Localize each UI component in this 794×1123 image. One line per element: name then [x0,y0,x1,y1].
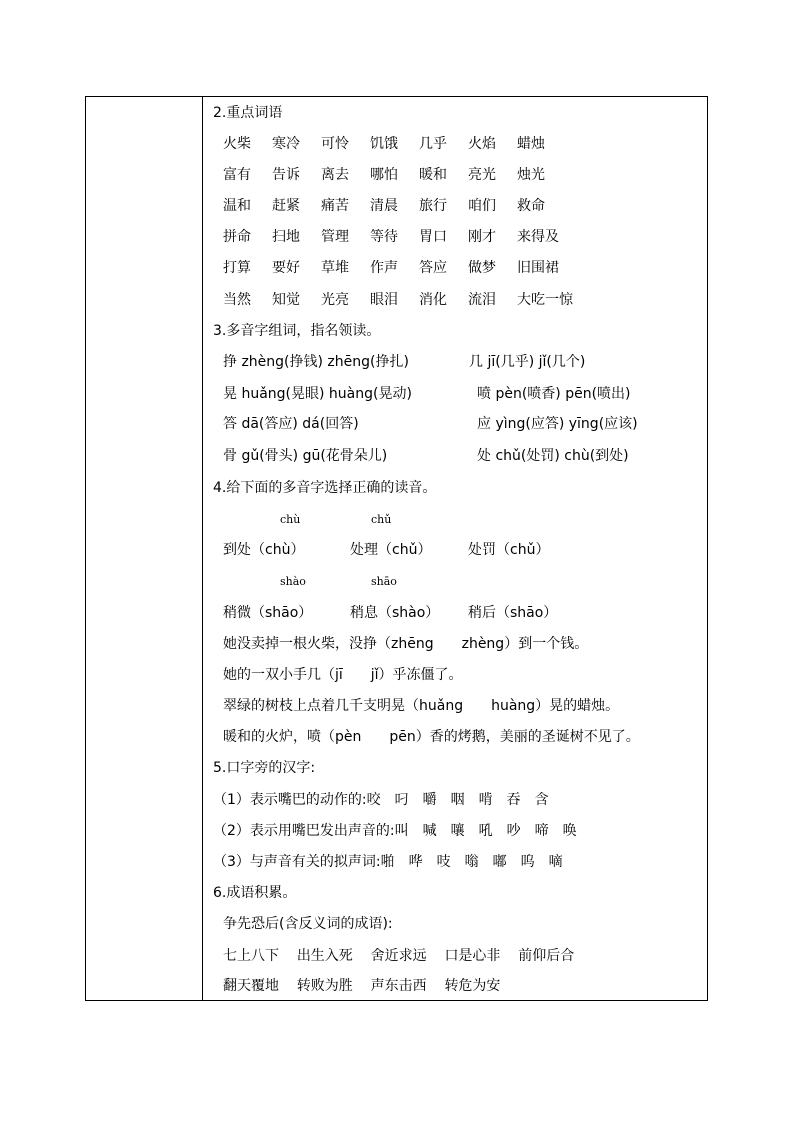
idiom-row [223,947,574,965]
polyphone-right: 应 yìng(应答) yīng(应该) [477,416,638,432]
key-word: 亮光 [468,167,496,183]
radical-row: （3）与声音有关的拟声词:啪 哗 吱 嗡 嘟 呜 嘀 [213,854,563,870]
key-word: 答应 [419,260,447,276]
idiom: 七上八下 [223,948,279,964]
key-word: 哪怕 [370,167,398,183]
key-word: 打算 [223,260,251,276]
idiom: 出生入死 [296,948,353,964]
key-word: 暖和 [419,167,447,183]
polyphone-left: 答 dā(答应) dá(回答) [223,416,359,432]
key-word: 来得及 [517,229,559,245]
idiom: 翻天覆地 [223,978,279,994]
word-row [223,259,566,277]
section-2-heading: 2.重点词语 [213,105,283,121]
key-word: 寒冷 [272,136,300,152]
key-word: 眼泪 [370,292,398,308]
key-word: 拼命 [223,229,251,245]
key-word: 作声 [370,260,398,276]
polyphone-row [223,415,359,433]
practice-sentence: 她的一双小手几（jī jǐ）乎冻僵了。 [223,667,463,683]
polyphone-right: 喷 pèn(喷香) pēn(喷出) [477,386,631,402]
polyphone-row [477,415,638,433]
key-word: 旅行 [419,198,447,214]
word-row [223,135,566,153]
word-row [223,166,566,184]
polyphone-row [223,447,387,465]
choice-word: 稍后（shāo） [468,605,558,621]
key-word: 温和 [223,198,251,214]
word-row [223,197,566,215]
column-divider [202,97,203,1000]
polyphone-row [469,353,585,371]
key-word: 要好 [272,260,300,276]
word-row [223,291,573,309]
section-6-heading: 6.成语积累。 [213,885,297,901]
word-row [223,228,566,246]
key-word: 草堆 [321,260,349,276]
key-word: 富有 [223,167,251,183]
polyphone-left: 骨 gǔ(骨头) gū(花骨朵儿) [223,448,388,464]
idiom: 转危为安 [444,978,501,994]
key-word: 知觉 [272,292,300,308]
pinyin-option: shāo [371,575,397,588]
key-word: 胃口 [419,229,447,245]
idiom: 转败为胜 [296,978,353,994]
key-word: 离去 [321,167,349,183]
pinyin-option: shào [280,575,306,588]
polyphone-row [223,353,409,371]
polyphone-left: 晃 huǎng(晃眼) huàng(晃动) [223,386,412,402]
choice-word: 处罚（chǔ） [468,542,550,558]
pinyin-option: chù [280,513,301,526]
idiom-row [223,977,500,995]
key-word: 管理 [321,229,349,245]
key-word: 可怜 [321,136,349,152]
choice-word: 稍微（shāo） [223,605,313,621]
polyphone-row [223,385,412,403]
key-word: 咱们 [468,198,496,214]
section-4-heading: 4.给下面的多音字选择正确的读音。 [213,480,437,496]
section-3-heading: 3.多音字组词，指名领读。 [213,323,381,339]
key-word: 火焰 [468,136,496,152]
key-word: 几乎 [419,136,447,152]
key-word: 痛苦 [321,198,349,214]
key-word: 赶紧 [272,198,300,214]
practice-sentence: 暖和的火炉，喷（pèn pēn）香的烤鹅，美丽的圣诞树不见了。 [223,729,640,745]
polyphone-left: 挣 zhèng(挣钱) zhēng(挣扎) [223,354,409,370]
key-word: 扫地 [272,229,300,245]
key-word: 做梦 [468,260,496,276]
key-word: 烛光 [517,167,545,183]
practice-sentence: 翠绿的树枝上点着几千支明晃（huǎng huàng）晃的蜡烛。 [223,698,620,714]
key-word: 清晨 [370,198,398,214]
key-word: 等待 [370,229,398,245]
key-word: 当然 [223,292,251,308]
key-word: 蜡烛 [517,136,545,152]
radical-row: （1）表示嘴巴的动作的:咬 叼 嚼 咽 啃 吞 含 [213,792,549,808]
idiom: 舍近求远 [370,948,427,964]
radical-row: （2）表示用嘴巴发出声音的:叫 喊 嚷 吼 吵 啼 唤 [213,823,577,839]
key-word: 火柴 [223,136,251,152]
polyphone-row [477,385,631,403]
idiom: 前仰后合 [518,948,575,964]
key-word: 饥饿 [370,136,398,152]
practice-sentence: 她没卖掉一根火柴，没挣（zhēng zhèng）到一个钱。 [223,636,589,652]
key-word: 流泪 [468,292,496,308]
idiom: 口是心非 [444,948,501,964]
key-word: 刚才 [468,229,496,245]
lesson-table [85,96,708,1001]
key-word: 大吃一惊 [517,292,573,308]
key-word: 告诉 [272,167,300,183]
choice-word: 稍息（shào） [350,605,440,621]
choice-word: 到处（chù） [223,542,305,558]
section-5-heading: 5.口字旁的汉字: [213,760,316,776]
polyphone-right: 处 chǔ(处罚) chù(到处) [477,448,629,464]
key-word: 消化 [419,292,447,308]
polyphone-right: 几 jī(几乎) jǐ(几个) [469,354,586,370]
key-word: 光亮 [321,292,349,308]
choice-word: 处理（chǔ） [350,542,432,558]
idiom: 声东击西 [370,978,427,994]
idiom-subheading: 争先恐后(含反义词的成语): [223,916,393,932]
pinyin-option: chǔ [371,513,392,526]
key-word: 救命 [517,198,545,214]
polyphone-row [477,447,629,465]
key-word: 旧围裙 [517,260,559,276]
